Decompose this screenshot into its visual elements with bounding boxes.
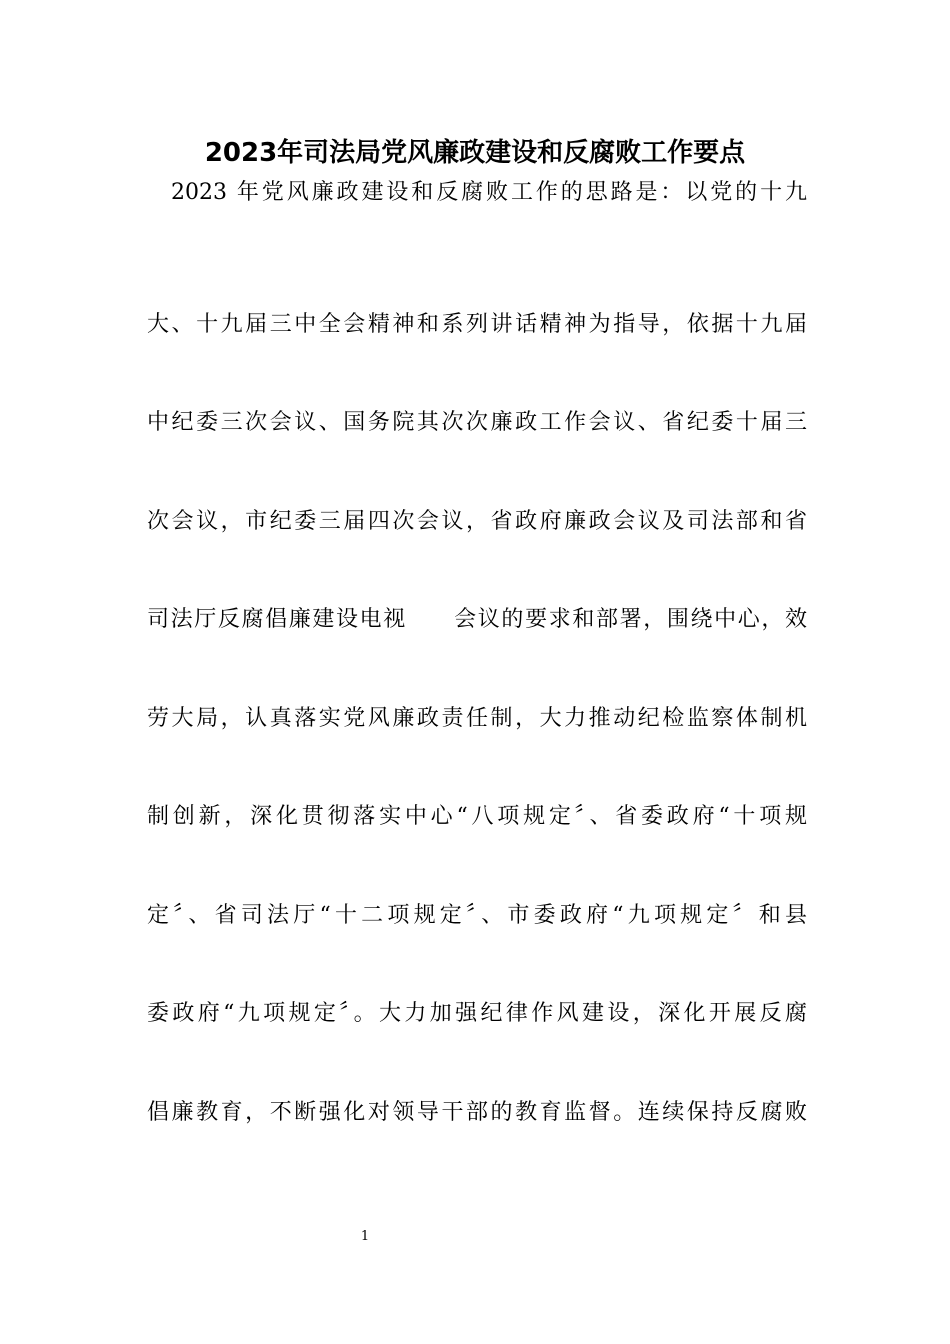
body-line-9: 委政府“九项规定〞。大力加强纪律作风建设，深化开展反腐 [147, 1001, 807, 1026]
body-line-3: 中纪委三次会议、国务院其次次廉政工作会议、省纪委十届三 [147, 410, 807, 435]
document-title: 2023年司法局党风廉政建设和反腐败工作要点 [204, 138, 746, 168]
body-line-4: 次会议，市纪委三届四次会议，省政府廉政会议及司法部和省 [147, 509, 807, 534]
body-line-5: 司法厅反腐倡廉建设电视 会议的要求和部署，围绕中心，效 [147, 607, 807, 632]
body-line-1: 2023 年党风廉政建设和反腐败工作的思路是：以党的十九 [171, 180, 807, 205]
body-line-10: 倡廉教育，不断强化对领导干部的教育监督。连续保持反腐败 [147, 1100, 807, 1125]
page-number: 1 [360, 1229, 370, 1244]
body-line-7: 制创新，深化贯彻落实中心“八项规定〞、省委政府“十项规 [147, 804, 807, 829]
body-line-2: 大、十九届三中全会精神和系列讲话精神为指导，依据十九届 [147, 312, 807, 337]
body-line-6: 劳大局，认真落实党风廉政责任制，大力推动纪检监察体制机 [147, 706, 807, 731]
body-line-8: 定〞、省司法厅“十二项规定〞、市委政府“九项规定〞和县 [147, 903, 807, 928]
